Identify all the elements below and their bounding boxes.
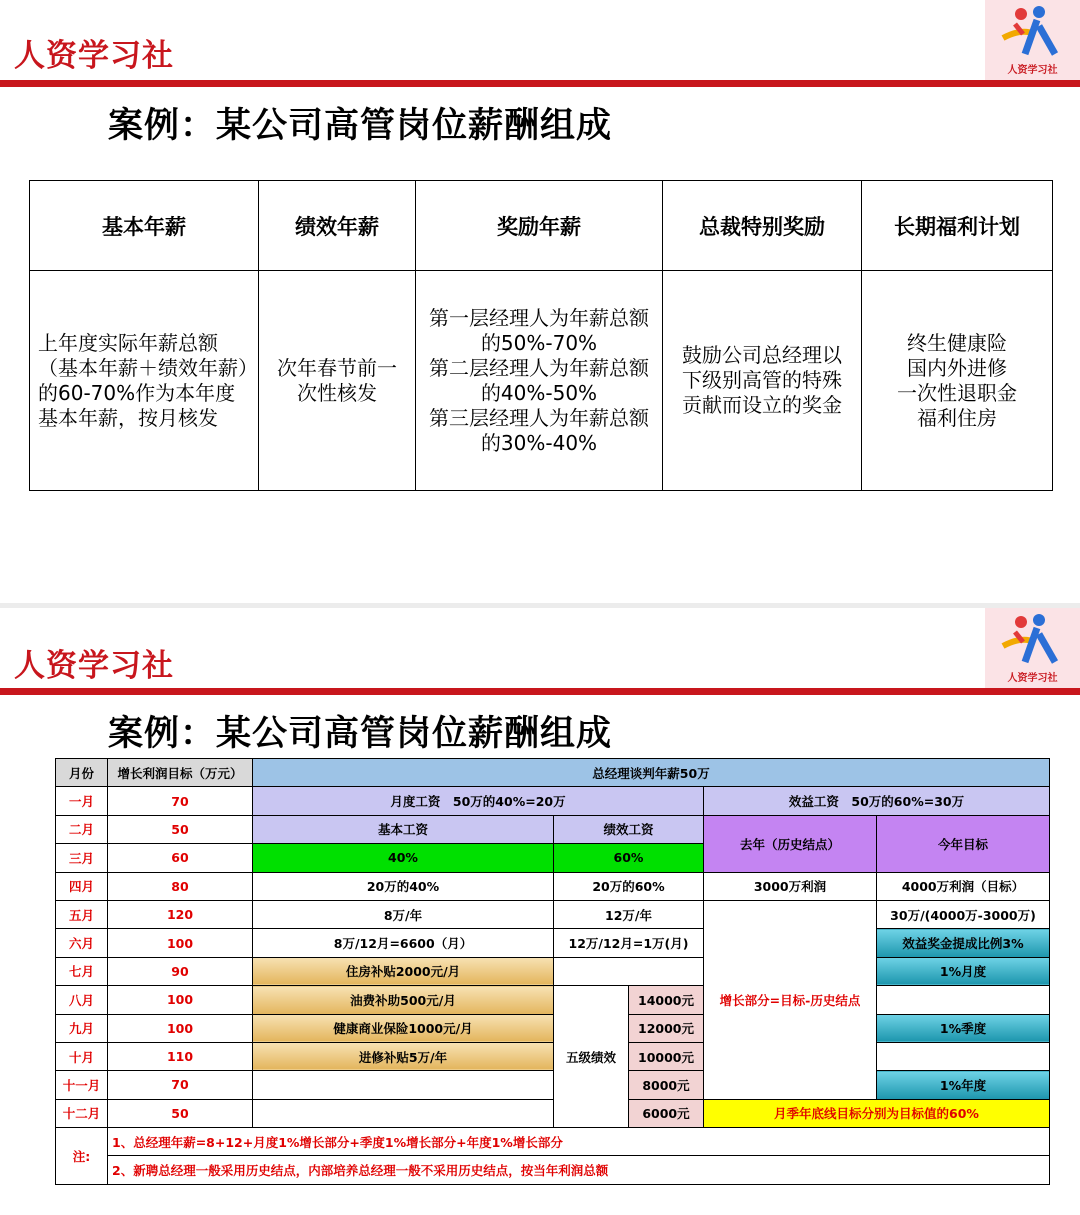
brand-title: 人资学习社	[14, 38, 174, 74]
target-cell: 100	[108, 929, 253, 957]
long-term-benefit-desc	[862, 271, 1053, 491]
line: 下级别高管的特殊	[682, 368, 842, 392]
line: 上年度实际年薪总额	[38, 330, 218, 355]
target-cell: 110	[108, 1042, 253, 1070]
year-1pct-cell: 1%年度	[877, 1071, 1050, 1099]
note-label: 注:	[56, 1128, 108, 1185]
header-red-bar	[0, 688, 1080, 695]
monthly-wage-header: 月度工资 50万的40%=20万	[253, 787, 704, 815]
header-cell: 绩效年薪	[259, 181, 416, 271]
this-year-header: 今年目标	[877, 815, 1050, 872]
this-profit-cell: 4000万利润（目标）	[877, 872, 1050, 900]
target-cell: 120	[108, 900, 253, 928]
base-wage-header: 基本工资	[253, 815, 554, 843]
perf-salary-desc	[259, 271, 416, 491]
benefit-wage-header: 效益工资 50万的60%=30万	[704, 787, 1050, 815]
brand-title: 人资学习社	[14, 648, 174, 684]
compensation-table	[29, 180, 1053, 491]
insurance-cell: 健康商业保险1000元/月	[253, 1014, 554, 1042]
target-cell: 70	[108, 787, 253, 815]
growth-part-cell: 增长部分=目标-历史结点	[704, 900, 877, 1099]
note-line-1: 1、总经理年薪=8+12+月度1%增长部分+季度1%增长部分+年度1%增长部分	[108, 1128, 1050, 1156]
empty-cell	[253, 1071, 554, 1099]
logo-figure-icon	[995, 4, 1070, 62]
month-cell: 二月	[56, 815, 108, 843]
line: 基本年薪，按月核发	[38, 405, 218, 430]
month-cell: 十二月	[56, 1099, 108, 1127]
level-cell: 6000元	[629, 1099, 704, 1127]
header-cell: 总裁特别奖励	[663, 181, 862, 271]
base-month-cell: 8万/12月=6600（月）	[253, 929, 554, 957]
target-cell: 100	[108, 986, 253, 1014]
last-profit-cell: 3000万利润	[704, 872, 877, 900]
line: 的30%-40%	[480, 430, 598, 455]
fuel-cell: 油费补助500元/月	[253, 986, 554, 1014]
col-month-header: 月份	[56, 759, 108, 787]
level-cell: 8000元	[629, 1071, 704, 1099]
last-year-header: 去年（历史结点）	[704, 815, 877, 872]
month-cell: 六月	[56, 929, 108, 957]
header-red-bar	[0, 80, 1080, 87]
monthly-1pct-cell: 1%月度	[877, 957, 1050, 985]
base-pct-cell: 40%	[253, 844, 554, 872]
perf-pct-cell: 60%	[554, 844, 704, 872]
total-salary-header: 总经理谈判年薪50万	[253, 759, 1050, 787]
note-line-2: 2、新聘总经理一般采用历史结点，内部培养总经理一般不采用历史结点，按当年利润总额	[108, 1156, 1050, 1184]
line: 福利住房	[917, 405, 997, 430]
line: 的40%-50%	[480, 380, 598, 405]
slide-title: 案例：某公司高管岗位薪酬组成	[108, 714, 613, 754]
empty-cell	[554, 957, 704, 985]
line: 一次性退职金	[897, 380, 1017, 405]
month-cell: 一月	[56, 787, 108, 815]
bonus-salary-desc	[416, 271, 663, 491]
perf-amount-cell: 20万的60%	[554, 872, 704, 900]
logo	[985, 0, 1080, 80]
month-cell: 十月	[56, 1042, 108, 1070]
header-cell: 奖励年薪	[416, 181, 663, 271]
target-cell: 60	[108, 844, 253, 872]
floor-note-cell: 月季年底线目标分别为目标值的60%	[704, 1099, 1050, 1127]
month-cell: 五月	[56, 900, 108, 928]
target-cell: 90	[108, 957, 253, 985]
base-salary-desc	[30, 271, 259, 491]
target-cell: 70	[108, 1071, 253, 1099]
bonus-pool-cell: 30万/(4000万-3000万)	[877, 900, 1050, 928]
line: 的50%-70%	[480, 330, 598, 355]
five-level-cell: 五级绩效	[554, 986, 629, 1128]
special-award-desc	[663, 271, 862, 491]
month-cell: 四月	[56, 872, 108, 900]
line: 贡献而设立的奖金	[682, 393, 842, 417]
line: 终生健康险	[907, 330, 1007, 355]
target-cell: 100	[108, 1014, 253, 1042]
line: 第一层经理人为年薪总额	[429, 305, 649, 330]
logo-text: 人资学习社	[1007, 673, 1058, 684]
training-cell: 进修补贴5万/年	[253, 1042, 554, 1070]
bonus-ratio-cell: 效益奖金提成比例3%	[877, 929, 1050, 957]
header-cell: 基本年薪	[30, 181, 259, 271]
line: 第二层经理人为年薪总额	[429, 355, 649, 380]
housing-cell: 住房补贴2000元/月	[253, 957, 554, 985]
perf-month-cell: 12万/12月=1万(月)	[554, 929, 704, 957]
salary-plan-table	[55, 758, 1050, 1185]
line: 的60-70%作为本年度	[38, 380, 236, 405]
empty-cell	[877, 1042, 1050, 1070]
slide-1	[0, 0, 1080, 603]
slide-2	[0, 608, 1080, 1215]
line: 国内外进修	[907, 355, 1007, 380]
month-cell: 八月	[56, 986, 108, 1014]
base-amount-cell: 20万的40%	[253, 872, 554, 900]
level-cell: 12000元	[629, 1014, 704, 1042]
perf-year-cell: 12万/年	[554, 900, 704, 928]
month-cell: 七月	[56, 957, 108, 985]
target-cell: 80	[108, 872, 253, 900]
empty-cell	[253, 1099, 554, 1127]
month-cell: 十一月	[56, 1071, 108, 1099]
level-cell: 10000元	[629, 1042, 704, 1070]
base-year-cell: 8万/年	[253, 900, 554, 928]
month-cell: 三月	[56, 844, 108, 872]
level-cell: 14000元	[629, 986, 704, 1014]
line: 鼓励公司总经理以	[682, 343, 842, 367]
line: （基本年薪＋绩效年薪）	[38, 355, 258, 380]
logo	[985, 608, 1080, 688]
quarter-1pct-cell: 1%季度	[877, 1014, 1050, 1042]
perf-wage-header: 绩效工资	[554, 815, 704, 843]
month-cell: 九月	[56, 1014, 108, 1042]
line: 第三层经理人为年薪总额	[429, 405, 649, 430]
logo-figure-icon	[995, 612, 1070, 670]
slide-title: 案例：某公司高管岗位薪酬组成	[108, 106, 613, 146]
target-cell: 50	[108, 815, 253, 843]
logo-text: 人资学习社	[1007, 65, 1058, 76]
line: 次年春节前一	[277, 355, 397, 380]
target-cell: 50	[108, 1099, 253, 1127]
header-cell: 长期福利计划	[862, 181, 1053, 271]
empty-cell	[877, 986, 1050, 1014]
line: 次性核发	[297, 380, 377, 405]
col-target-header: 增长利润目标（万元）	[108, 759, 253, 787]
